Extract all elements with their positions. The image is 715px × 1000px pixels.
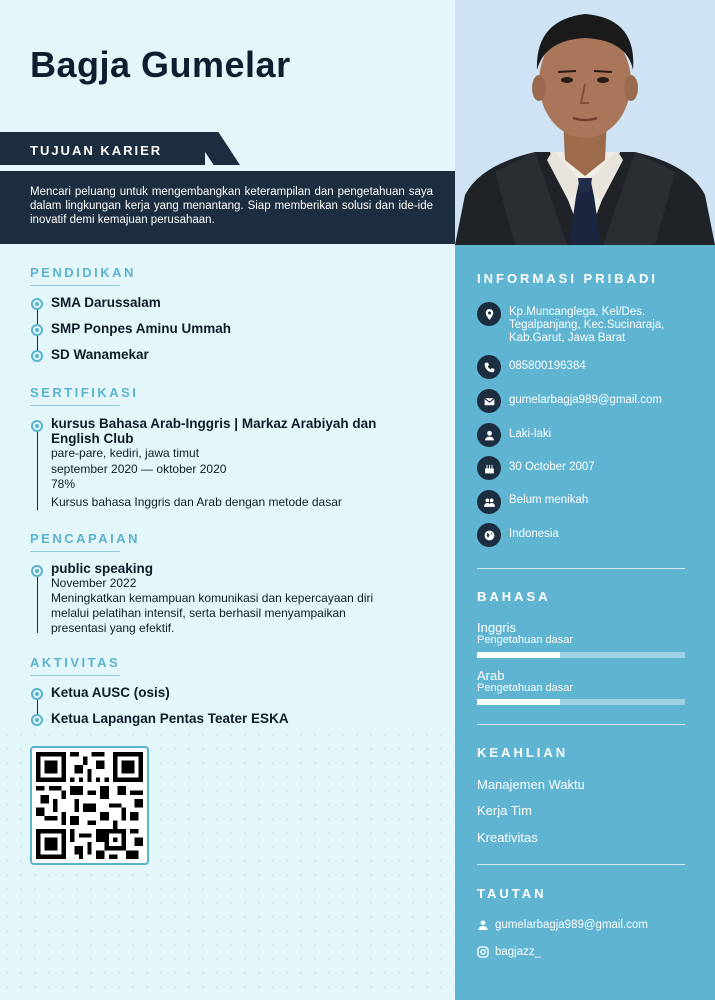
language-level: Pengetahuan dasar	[477, 634, 574, 646]
objective-text: Mencari peluang untuk mengembangkan keterampilan dan pengetahuan saya dalam lingkungan kerja yang menantang. Siap memberikan solusi dan ide-ide inovatif demi kemajuan perusahaan.	[30, 186, 433, 226]
link-instagram[interactable]	[477, 946, 541, 958]
timeline-dot	[31, 350, 43, 362]
certification-description: Kursus bahasa Inggris dan Arab dengan metode dasar	[51, 495, 342, 509]
person-icon	[477, 423, 501, 447]
links-title: TAUTAN	[477, 886, 547, 901]
achievements-rule	[30, 551, 120, 552]
link-email[interactable]	[477, 919, 648, 931]
education-item: SD Wanamekar	[51, 347, 149, 362]
address-line: Tegalpanjang, Kec.Sucinaraja,	[509, 319, 665, 331]
section-divider	[477, 864, 685, 865]
activities-title: AKTIVITAS	[30, 655, 121, 670]
couple-icon	[477, 490, 501, 514]
email-address: gumelarbagja989@gmail.com	[509, 394, 662, 406]
person-portrait-image	[455, 0, 715, 245]
person-name: Bagja Gumelar	[30, 44, 291, 85]
timeline-dot	[31, 714, 43, 726]
certification-location: pare-pare, kediri, jawa timut	[51, 446, 200, 460]
location-pin-icon	[477, 302, 501, 326]
languages-title: BAHASA	[477, 589, 551, 604]
section-divider	[477, 568, 685, 569]
certification-score: 78%	[51, 477, 76, 491]
instagram-icon	[477, 946, 489, 958]
certification-name: kursus Bahasa Arab-Inggris | Markaz Arabiyah dan	[51, 416, 377, 431]
education-item: SMP Ponpes Aminu Ummah	[51, 321, 232, 336]
achievement-description-cont: presentasi yang efektif.	[51, 621, 175, 635]
certifications-rule	[30, 405, 120, 406]
timeline-dot	[31, 565, 43, 577]
link-instagram-text[interactable]: bagjazz_	[495, 946, 542, 958]
gender: Laki-laki	[509, 428, 552, 440]
language-level: Pengetahuan dasar	[477, 682, 574, 694]
section-divider	[477, 724, 685, 725]
language-name: Inggris	[477, 620, 517, 635]
personal-info-title: INFORMASI PRIBADI	[477, 271, 658, 286]
achievement-date: November 2022	[51, 576, 137, 590]
achievement-description: Meningkatkan kemampuan komunikasi dan kepercayaan diri	[51, 591, 374, 605]
birthdate: 30 October 2007	[509, 461, 595, 473]
activity-item: Ketua AUSC (osis)	[51, 685, 170, 700]
profile-photo	[455, 0, 715, 245]
language-bar	[477, 652, 685, 658]
language-bar-fill	[477, 699, 560, 705]
achievement-name: public speaking	[51, 561, 154, 576]
phone-icon	[477, 355, 501, 379]
skill-item: Kerja Tim	[477, 803, 532, 818]
globe-icon	[477, 523, 501, 547]
skills-title: KEAHLIAN	[477, 745, 569, 760]
activity-item: Ketua Lapangan Pentas Teater ESKA	[51, 711, 289, 726]
person-icon	[477, 919, 489, 931]
timeline-dot	[31, 324, 43, 336]
phone-number: 085800196384	[509, 360, 586, 372]
skill-item: Kreativitas	[477, 830, 538, 845]
timeline-dot	[31, 298, 43, 310]
marital-status: Belum menikah	[509, 494, 589, 506]
education-title: PENDIDIKAN	[30, 265, 136, 280]
certification-name-cont: English Club	[51, 431, 134, 446]
nationality: Indonesia	[509, 528, 559, 540]
language-name: Arab	[477, 668, 505, 683]
objective-title: TUJUAN KARIER	[30, 143, 163, 158]
birthday-cake-icon	[477, 456, 501, 480]
skill-item: Manajemen Waktu	[477, 777, 585, 792]
timeline-dot	[31, 420, 43, 432]
qr-code[interactable]	[36, 752, 143, 859]
education-rule	[30, 285, 120, 286]
language-bar	[477, 699, 685, 705]
address-line: Kp.Muncanglega, Kel/Des.	[509, 306, 646, 318]
certifications-title: SERTIFIKASI	[30, 385, 139, 400]
achievements-title: PENCAPAIAN	[30, 531, 140, 546]
timeline-dot	[31, 688, 43, 700]
mail-icon	[477, 389, 501, 413]
education-item: SMA Darussalam	[51, 295, 161, 310]
address-line: Kab.Garut, Jawa Barat	[509, 332, 626, 344]
achievement-description-cont: melalui pelatihan intensif, serta berhasil menyampaikan	[51, 606, 346, 620]
language-bar-fill	[477, 652, 560, 658]
activities-rule	[30, 675, 120, 676]
link-email-text[interactable]: gumelarbagja989@gmail.com	[495, 919, 648, 931]
certification-period: september 2020 — oktober 2020	[51, 462, 227, 476]
